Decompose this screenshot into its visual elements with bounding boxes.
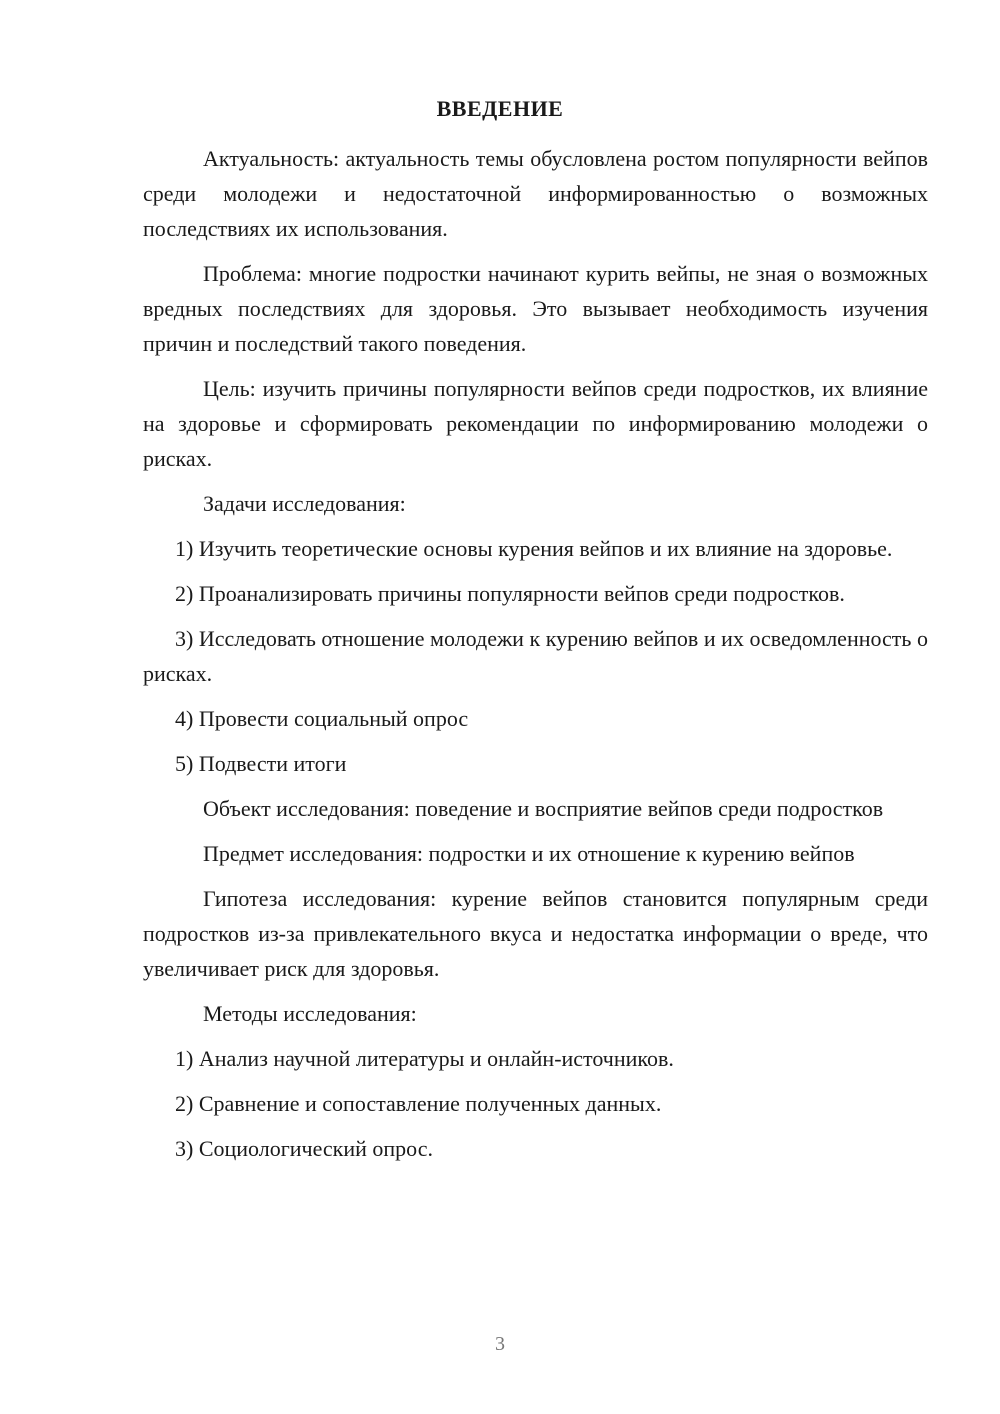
problem-paragraph: Проблема: многие подростки начинают курить вейпы, не зная о возможных вредных последствиях для здоровья. Это вызывает необходимость изучения причин и последствий такого поведения.	[143, 261, 928, 356]
page-number: 3	[495, 1333, 505, 1355]
method-item: 1) Анализ научной литературы и онлайн-источников.	[175, 1046, 674, 1071]
task-item: 4) Провести социальный опрос	[175, 706, 469, 731]
task-item: 2) Проанализировать причины популярности вейпов среди подростков.	[175, 581, 845, 606]
goal-paragraph: Цель: изучить причины популярности вейпов среди подростков, их влияние на здоровье и сформировать рекомендации по информированию молодежи о рисках.	[143, 376, 928, 471]
relevance-paragraph: Актуальность: актуальность темы обусловлена ростом популярности вейпов среди молодежи и недостаточной информированностью о возможных последствиях их использования.	[143, 146, 928, 241]
method-item: 2) Сравнение и сопоставление полученных данных.	[175, 1091, 662, 1116]
object-paragraph: Объект исследования: поведение и восприятие вейпов среди подростков	[203, 796, 884, 821]
task-item: 5) Подвести итоги	[175, 751, 347, 776]
method-item: 3) Социологический опрос.	[175, 1136, 433, 1161]
subject-paragraph: Предмет исследования: подростки и их отношение к курению вейпов	[203, 841, 855, 866]
tasks-heading: Задачи исследования:	[203, 491, 406, 516]
task-item: 1) Изучить теоретические основы курения вейпов и их влияние на здоровье.	[175, 536, 893, 561]
hypothesis-paragraph: Гипотеза исследования: курение вейпов становится популярным среди подростков из-за привлекательного вкуса и недостатка информации о вреде, что увеличивает риск для здоровья.	[143, 886, 928, 981]
document-body	[143, 141, 928, 1176]
task-item: 3) Исследовать отношение молодежи к курению вейпов и их осведомленность о рисках.	[143, 626, 928, 686]
section-heading: ВВЕДЕНИЕ	[436, 96, 564, 121]
methods-heading: Методы исследования:	[203, 1001, 417, 1026]
